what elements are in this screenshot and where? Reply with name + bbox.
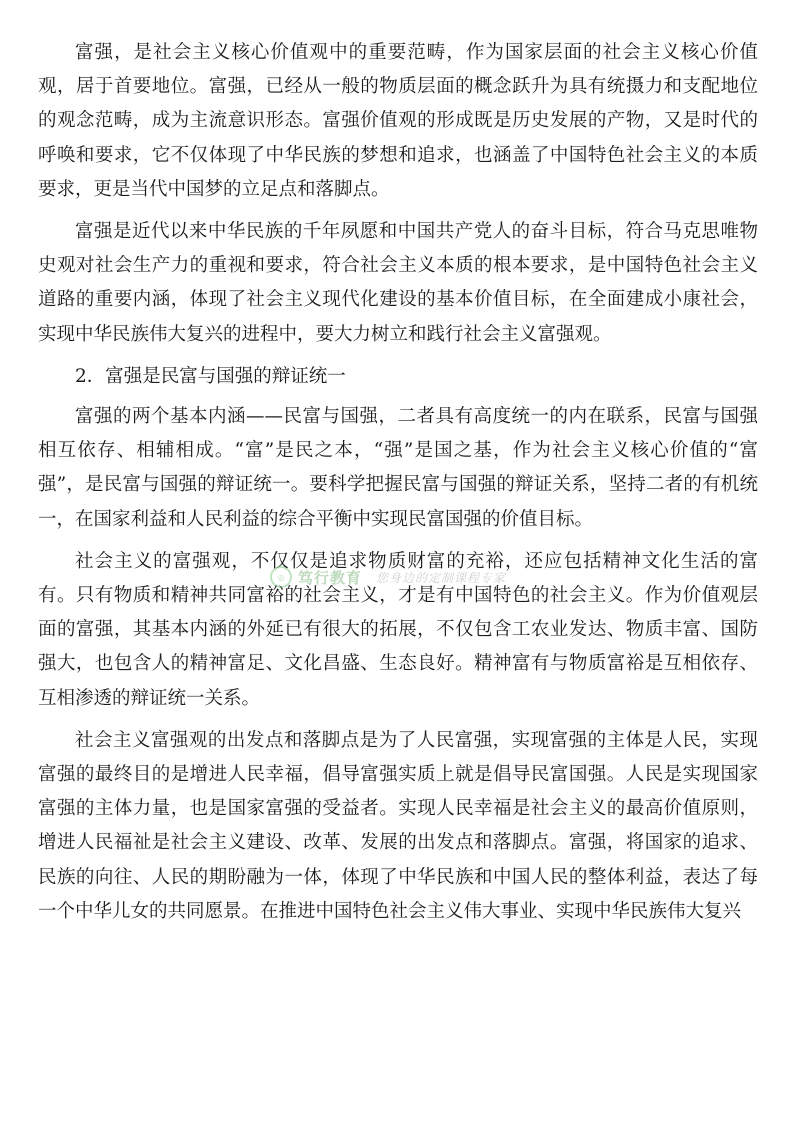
watermark-slogan: 您身边的定制课程专家: [376, 570, 507, 585]
watermark-brand: 笃行教育: [298, 568, 363, 587]
paragraph-2: 富强是近代以来中华民族的千年夙愿和中国共产党人的奋斗目标，符合马克思唯物史观对社会生产力的重视和要求，符合社会主义本质的根本要求，是中国特色社会主义道路的重要内涵，体现了社会主义现代化建设的基本价值目标，在全面建成小康社会，实现中华民族伟大复兴的进程中，要大力树立和践行社会主义富强观。: [38, 221, 758, 345]
logo-icon: ◎: [270, 566, 292, 588]
paragraph-4: 社会主义的富强观，不仅仅是追求物质财富的充裕，还应包括精神文化生活的富有。只有物质和精神共同富裕的社会主义，才是有中国特色的社会主义。作为价值观层面的富强，其基本内涵的外延已有很大的拓展，不仅包含工农业发达、物质丰富、国防强大，也包含人的精神富足、文化昌盛、生态良好。精神富有与物质富裕是互相依存、互相渗透的辩证统一关系。: [38, 550, 758, 709]
section-heading: 2．富强是民富与国强的辩证统一: [75, 365, 346, 387]
paragraph-3: 富强的两个基本内涵——民富与国强，二者具有高度统一的内在联系，民富与国强相互依存、相辅相成。“富”是民之本，“强”是国之基，作为社会主义核心价值的“富强”，是民富与国强的辩证统一。要科学把握民富与国强的辩证关系，坚持二者的有机统一，在国家利益和人民利益的综合平衡中实现民富国强的价值目标。: [38, 406, 758, 530]
paragraph-1: 富强，是社会主义核心价值观中的重要范畴，作为国家层面的社会主义核心价值观，居于首要地位。富强，已经从一般的物质层面的概念跃升为具有统摄力和支配地位的观念范畴，成为主流意识形态。富强价值观的形成既是历史发展的产物，又是时代的呼唤和要求，它不仅体现了中华民族的梦想和追求，也涵盖了中国特色社会主义的本质要求，更是当代中国梦的立足点和落脚点。: [38, 42, 758, 200]
paragraph-5: 社会主义富强观的出发点和落脚点是为了人民富强，实现富强的主体是人民，实现富强的最终目的是增进人民幸福，倡导富强实质上就是倡导民富国强。人民是实现国家富强的主体力量，也是国家富强的受益者。实现人民幸福是社会主义的最高价值原则，增进人民福祉是社会主义建设、改革、发展的出发点和落脚点。富强，将国家的追求、民族的向往、人民的期盼融为一体，体现了中华民族和中国人民的整体利益，表达了每一个中华儿女的共同愿景。在推进中国特色社会主义伟大事业、实现中华民族伟大复兴: [38, 729, 758, 922]
document-page: [38, 36, 758, 937]
